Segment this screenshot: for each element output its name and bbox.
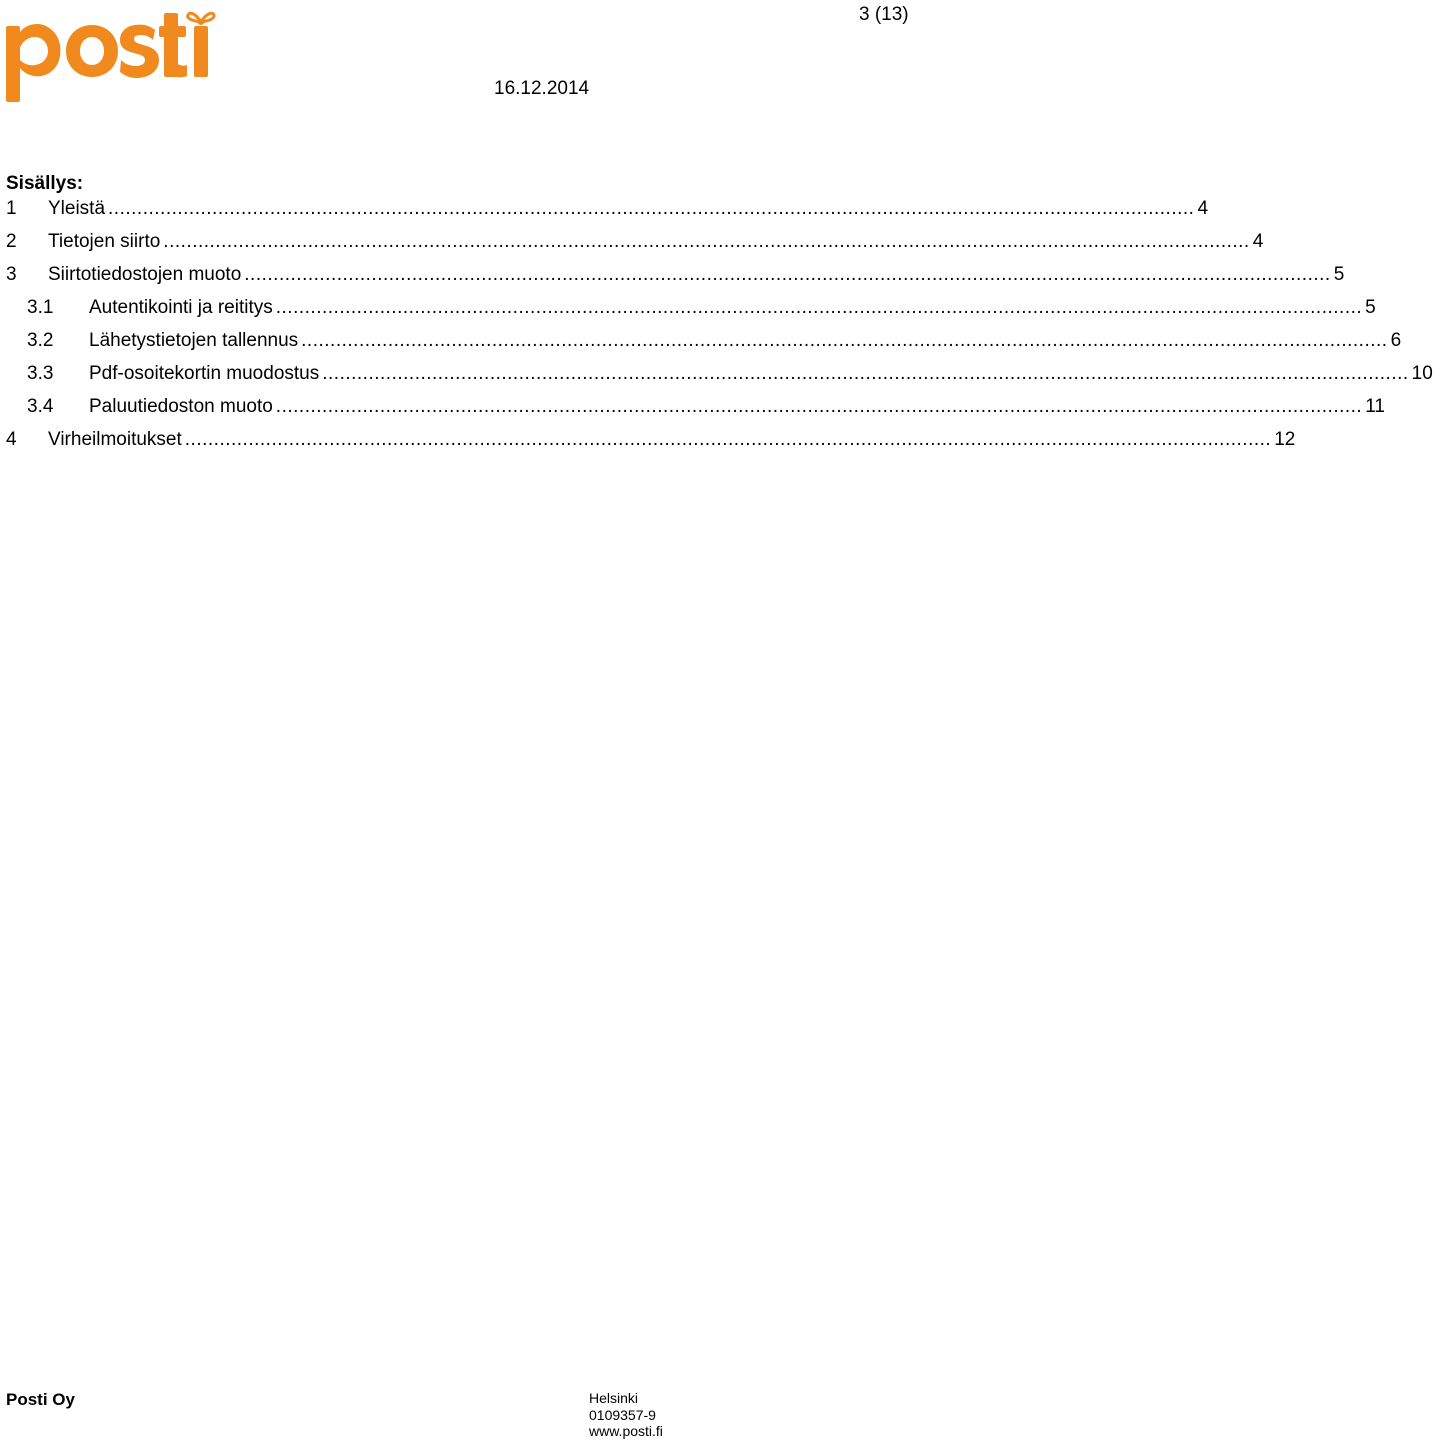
toc-leader-dots: ............................................................................................................................................................................................ bbox=[108, 198, 1195, 219]
footer-city: Helsinki bbox=[589, 1390, 639, 1406]
toc-entry-page: 4 bbox=[1194, 197, 1208, 221]
toc-entry-number: 3.3 bbox=[27, 363, 54, 384]
footer-contact-info bbox=[589, 1390, 663, 1440]
toc-entry-number: 1 bbox=[6, 198, 17, 219]
toc-entry-title: Autentikointi ja reititys bbox=[89, 296, 276, 320]
toc-entry-page: 10 bbox=[1409, 362, 1433, 386]
toc-entry[interactable] bbox=[0, 230, 1264, 254]
toc-leader-dots: ............................................................................................................................................................................................ bbox=[275, 396, 1363, 417]
toc-entry-page: 11 bbox=[1362, 395, 1385, 419]
posti-logo-icon bbox=[4, 4, 214, 104]
toc-entry-number: 4 bbox=[6, 429, 17, 450]
toc-entry[interactable] bbox=[0, 428, 1296, 452]
toc-entry[interactable] bbox=[0, 329, 1402, 353]
toc-entry[interactable] bbox=[0, 197, 1209, 221]
document-date: 16.12.2014 bbox=[494, 78, 590, 99]
toc-entry-page: 4 bbox=[1250, 230, 1264, 254]
toc-entry-page: 6 bbox=[1388, 329, 1402, 353]
toc-entry[interactable] bbox=[0, 395, 1385, 419]
toc-entry-number: 3.1 bbox=[27, 297, 54, 318]
toc-entry-number: 3 bbox=[6, 264, 17, 285]
toc-entry-title: Virheilmoitukset bbox=[48, 428, 185, 452]
toc-entry-page: 5 bbox=[1362, 296, 1376, 320]
toc-entry-number: 2 bbox=[6, 231, 17, 252]
footer-company-name: Posti Oy bbox=[6, 1390, 75, 1409]
toc-leader-dots: ............................................................................................................................................................................................ bbox=[244, 264, 1331, 285]
toc-entry[interactable] bbox=[0, 296, 1376, 320]
footer-business-id: 0109357-9 bbox=[589, 1406, 656, 1423]
toc-entry-line bbox=[89, 329, 1402, 353]
toc-entry-line bbox=[48, 263, 1345, 287]
toc-entry-line bbox=[89, 395, 1385, 419]
toc-entry-title: Pdf-osoitekortin muodostus bbox=[89, 362, 322, 386]
footer-website-link[interactable]: www.posti.fi bbox=[589, 1423, 663, 1439]
toc-heading: Sisällys: bbox=[6, 173, 84, 194]
toc-entry-line bbox=[48, 230, 1264, 254]
toc-entry-number: 3.4 bbox=[27, 396, 54, 417]
toc-entry-page: 12 bbox=[1271, 428, 1295, 452]
toc-entry-title: Paluutiedoston muoto bbox=[89, 395, 276, 419]
toc-entry[interactable] bbox=[0, 263, 1345, 287]
toc-leader-dots: ............................................................................................................................................................................................ bbox=[322, 363, 1409, 384]
toc-entry-line bbox=[48, 197, 1209, 221]
toc-entry-line bbox=[48, 428, 1296, 452]
toc-entry-title: Tietojen siirto bbox=[48, 230, 163, 254]
page-number: 3 (13) bbox=[859, 4, 909, 25]
toc-leader-dots: ............................................................................................................................................................................................ bbox=[301, 330, 1388, 351]
toc-entry-line bbox=[89, 296, 1376, 320]
toc-entry-title: Yleistä bbox=[48, 197, 108, 221]
posti-logo bbox=[4, 4, 214, 104]
toc-entry[interactable] bbox=[0, 362, 1433, 386]
toc-entry-title: Siirtotiedostojen muoto bbox=[48, 263, 244, 287]
toc-entry-line bbox=[89, 362, 1433, 386]
toc-leader-dots: ............................................................................................................................................................................................ bbox=[163, 231, 1250, 252]
toc-entry-page: 5 bbox=[1331, 263, 1345, 287]
toc-leader-dots: ............................................................................................................................................................................................ bbox=[275, 297, 1363, 318]
toc-entry-title: Lähetystietojen tallennus bbox=[89, 329, 301, 353]
toc-entry-number: 3.2 bbox=[27, 330, 54, 351]
toc-leader-dots: ............................................................................................................................................................................................ bbox=[184, 429, 1272, 450]
